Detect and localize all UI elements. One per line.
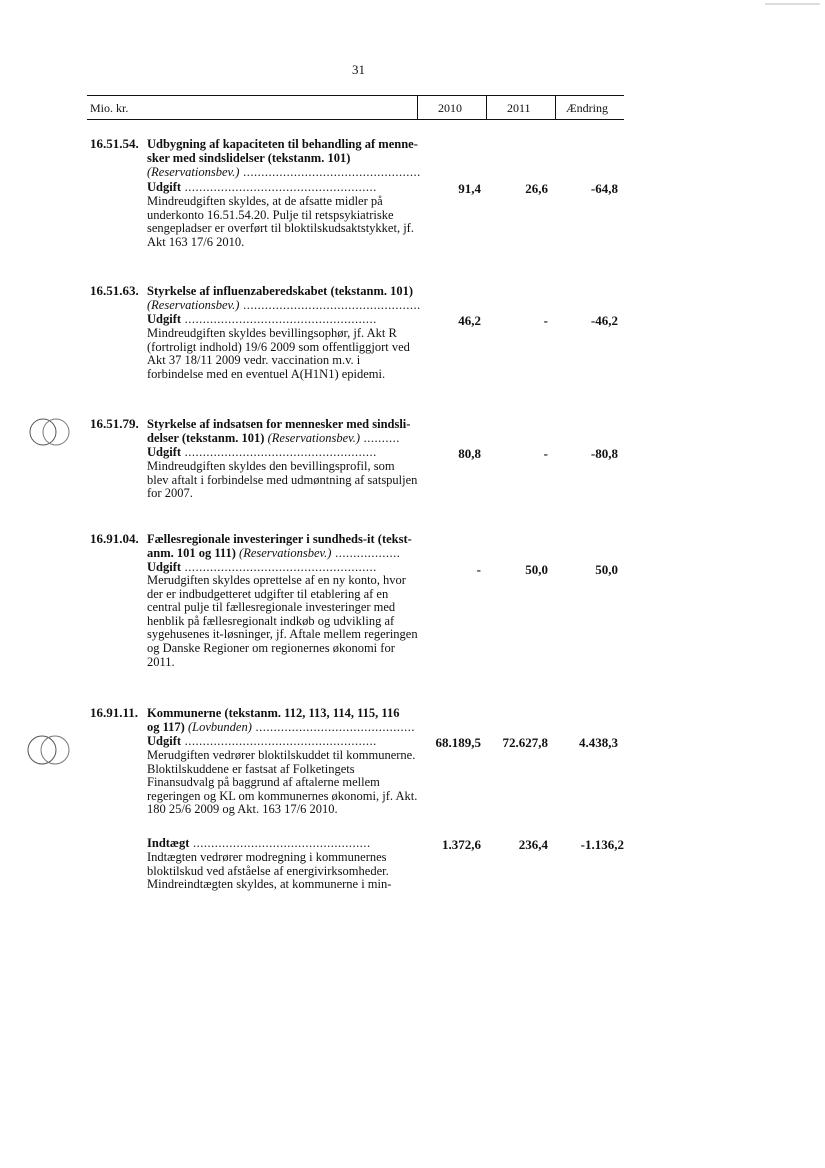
appropriation-type: (Reservationsbev.): [239, 546, 332, 560]
entry-code: 16.51.79.: [90, 416, 139, 431]
value-change: 50,0: [595, 562, 618, 577]
row-label-line: [147, 312, 422, 326]
entry-title-line: Styrkelse af influenzaberedskabet (tekstanm. 101): [147, 284, 414, 298]
row-label-line: [147, 560, 422, 574]
leader-dots: .....................................................: [181, 180, 377, 194]
appropriation-type: (Lovbunden): [187, 720, 252, 734]
leader-dots: .................................................: [239, 298, 421, 312]
leader-dots: .................................................: [189, 836, 371, 850]
entry-title-line: sker med sindslidelser (tekstanm. 101): [147, 151, 351, 165]
header-divider: [417, 95, 418, 120]
header-bottom-rule: [87, 119, 624, 120]
value-change: -64,8: [590, 181, 618, 196]
row-label: Indtægt: [147, 836, 190, 850]
value-2011: 50,0: [525, 562, 548, 577]
explanation: Mindreudgiften skyldes den bevillingsprofil, som blev aftalt i forbindelse med udmøntning af satspuljen for 2007.: [147, 459, 418, 501]
entry-title-line: Kommunerne (tekstanm. 112, 113, 114, 115, 116: [147, 706, 400, 720]
row-label: Udgift: [147, 560, 182, 574]
value-change: -46,2: [590, 313, 618, 328]
header-change: Ændring: [566, 101, 608, 115]
explanation: Indtægten vedrører modregning i kommunernes bloktilskud ved afståelse af energivirksomheder. Mindreindtægten skyldes, at kommunerne i min-: [147, 850, 392, 892]
leader-dots: .....................................................: [181, 560, 377, 574]
row-label-line: [147, 836, 422, 850]
leader-dots: ..................: [331, 546, 401, 560]
value-2010: 91,4: [458, 181, 481, 196]
entry-title-line: Styrkelse af indsatsen for mennesker med sindsli-: [147, 417, 411, 431]
leader-dots: .....................................................: [181, 734, 377, 748]
value-2011: 72.627,8: [502, 735, 548, 750]
value-2010: 1.372,6: [442, 837, 481, 852]
value-2011: 26,6: [525, 181, 548, 196]
appropriation-type: (Reservationsbev.): [147, 165, 240, 179]
value-2011: -: [543, 313, 548, 328]
value-2011: -: [543, 446, 548, 461]
punch-hole-mark-icon: [28, 412, 72, 452]
entry-title-line: delser (tekstanm. 101): [147, 431, 265, 445]
explanation: Merudgiften vedrører bloktilskuddet til kommunerne. Bloktilskuddene er fastsat af Folketingets Finansudvalg på baggrund af aftalerne mellem regeringen og KL om kommunernes økonomi, jf. Akt. 180 25/6 2009 og Akt. 163 17/6 2010.: [147, 748, 418, 817]
appropriation-line: [147, 546, 422, 560]
explanation: Merudgiften skyldes oprettelse af en ny konto, hvor der er indbudgetteret udgifter til etablering af en central pulje til fællesregionale investeringer med henblik på fællesregionalt indkøb og udvikling af sygehusenes it-løsninger, jf. Aftale mellem regeringen og Danske Regioner om regionernes økonomi for 2011.: [147, 573, 418, 669]
entry-title-line: og 117): [147, 720, 185, 734]
page-number: 31: [352, 62, 365, 77]
entry-code: 16.91.11.: [90, 705, 139, 720]
row-label: Udgift: [147, 312, 182, 326]
row-label: Udgift: [147, 180, 182, 194]
appropriation-type: (Reservationsbev.): [147, 298, 240, 312]
leader-dots: ..........: [360, 431, 400, 445]
header-unit: Mio. kr.: [90, 101, 129, 115]
leader-dots: .....................................................: [181, 312, 377, 326]
entry-code: 16.51.63.: [90, 283, 139, 298]
appropriation-line: [147, 720, 422, 734]
entry-code: 16.91.04.: [90, 531, 139, 546]
leader-dots: .................................................: [239, 165, 421, 179]
header-divider: [486, 95, 487, 120]
punch-hole-mark-icon: [26, 730, 72, 770]
value-change: -1.136,2: [580, 837, 624, 852]
value-2010: 46,2: [458, 313, 481, 328]
appropriation-line: [147, 165, 422, 179]
appropriation-line: [147, 298, 422, 312]
header-2011: 2011: [507, 101, 531, 115]
row-label: Udgift: [147, 734, 182, 748]
header-top-rule: [87, 95, 624, 96]
header-divider: [555, 95, 556, 120]
explanation: Mindreudgiften skyldes, at de afsatte midler på underkonto 16.51.54.20. Pulje til retspsykiatriske sengepladser er overført til bloktilskudsaktstykket, jf. Akt 163 17/6 2010.: [147, 194, 414, 249]
entry-title-line: Udbygning af kapaciteten til behandling af menne-: [147, 137, 418, 151]
value-2010: 68.189,5: [435, 735, 481, 750]
header-2010: 2010: [438, 101, 462, 115]
scan-edge-mark: [760, 0, 825, 8]
appropriation-line: [147, 431, 422, 445]
row-label-line: [147, 734, 422, 748]
leader-dots: ............................................: [251, 720, 415, 734]
entry-title-line: Fællesregionale investeringer i sundheds-it (tekst-: [147, 532, 412, 546]
row-label-line: [147, 180, 422, 194]
appropriation-type: (Reservationsbev.): [267, 431, 361, 445]
value-change: -80,8: [590, 446, 618, 461]
value-2010: -: [476, 562, 481, 577]
entry-code: 16.51.54.: [90, 136, 139, 151]
explanation: Mindreudgiften skyldes bevillingsophør, jf. Akt R (fortroligt indhold) 19/6 2009 som offentliggjort ved Akt 37 18/11 2009 vedr. vaccination m.v. i forbindelse med en eventuel A(H1N1) epidemi.: [147, 326, 410, 381]
value-2011: 236,4: [518, 837, 548, 852]
value-2010: 80,8: [458, 446, 481, 461]
entry-title-line: anm. 101 og 111): [147, 546, 236, 560]
leader-dots: .....................................................: [181, 445, 377, 459]
row-label: Udgift: [147, 445, 182, 459]
value-change: 4.438,3: [579, 735, 618, 750]
row-label-line: [147, 445, 422, 459]
